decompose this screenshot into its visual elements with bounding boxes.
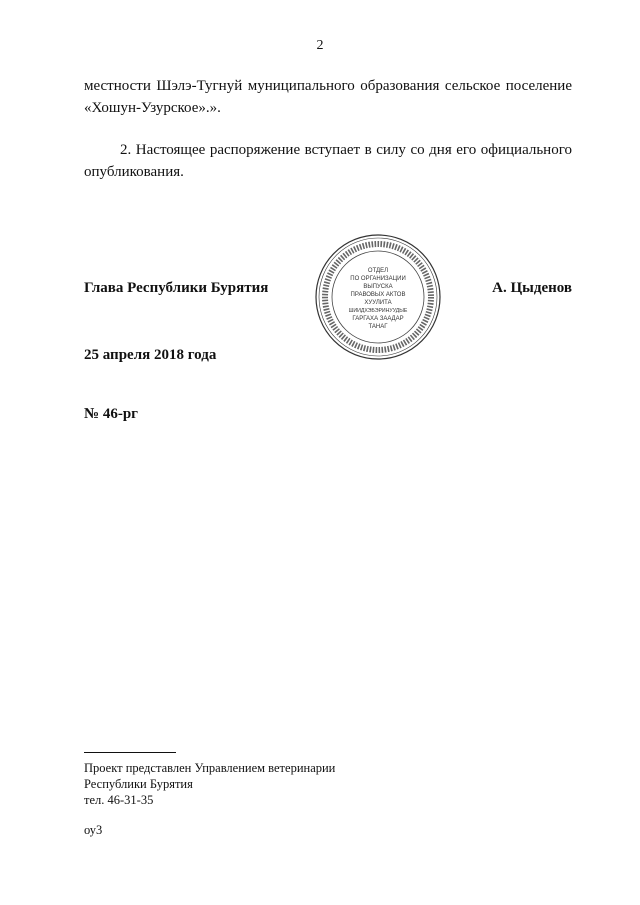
stamp-line-6: ШИИДХЭБЭРИНУУДЫЕ bbox=[348, 308, 408, 314]
executor-code: оу3 bbox=[84, 823, 103, 837]
stamp-line-2: ПО ОРГАНИЗАЦИИ bbox=[350, 276, 406, 282]
footnote-line-3: тел. 46-31-35 bbox=[84, 793, 154, 807]
signatory-title: Глава Республики Бурятия bbox=[84, 280, 269, 296]
stamp-line-7: ГАРГАХА ЗААДАР bbox=[352, 316, 404, 322]
footnote-divider bbox=[84, 752, 176, 753]
stamp-line-1: ОТДЕЛ bbox=[367, 268, 389, 274]
signatory-name: А. Цыденов bbox=[492, 280, 572, 296]
body-paragraph-2: 2. Настоящее распоряжение вступает в силу со дня его официального опубликования. bbox=[84, 142, 572, 180]
footnote-line-1: Проект представлен Управлением ветеринарии bbox=[84, 761, 336, 775]
document-number: № 46-рг bbox=[84, 406, 138, 422]
official-seal bbox=[313, 232, 443, 362]
stamp-line-5: ХУУЛИТА bbox=[364, 300, 392, 306]
body-paragraph-1: местности Шэлэ-Тугнуй муниципального образования сельское поселение «Хошун-Узурское».». bbox=[84, 78, 572, 116]
footnote bbox=[84, 760, 335, 808]
stamp-line-3: ВЫПУСКА bbox=[363, 284, 393, 290]
page-number: 2 bbox=[316, 38, 324, 53]
footnote-line-2: Республики Бурятия bbox=[84, 777, 193, 791]
stamp-line-4: ПРАВОВЫХ АКТОВ bbox=[350, 292, 406, 298]
stamp-line-8: ТАНАГ bbox=[368, 324, 388, 330]
document-date: 25 апреля 2018 года bbox=[84, 347, 217, 363]
